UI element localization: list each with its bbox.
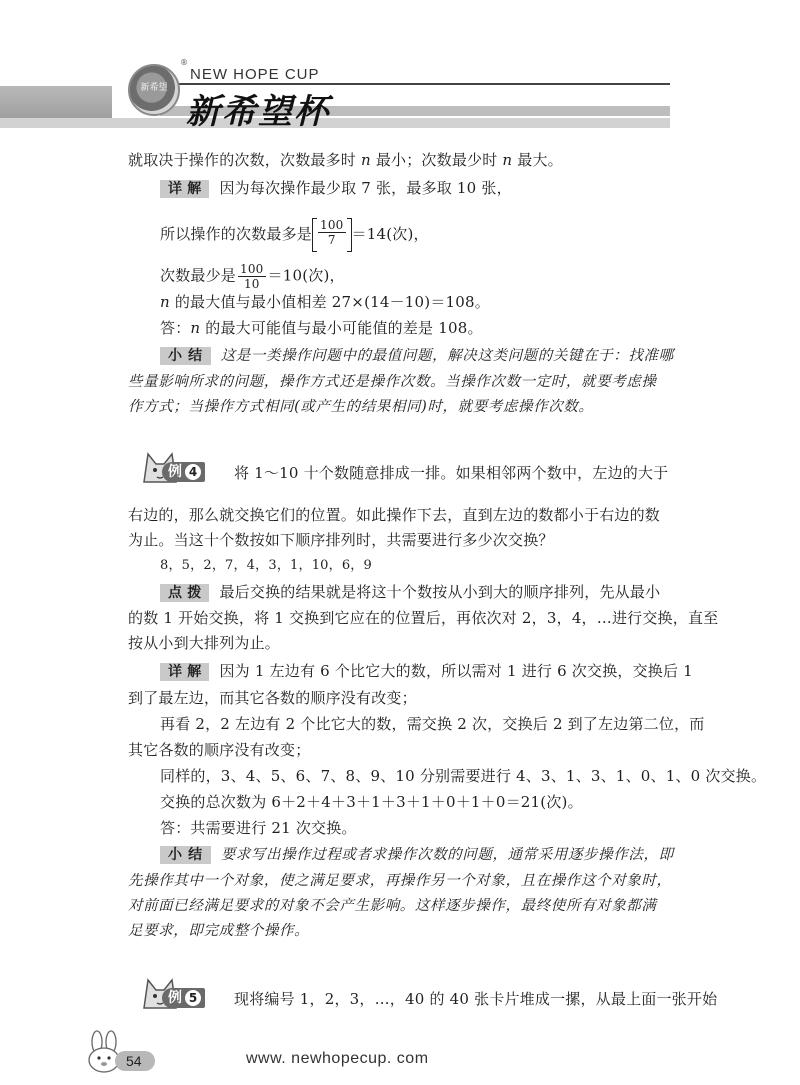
solution-line: 详 解 因为 1 左边有 6 个比它大的数，所以需对 1 进行 6 次交换，交换后 1 [160, 661, 693, 681]
answer-line: 答：n 的最大可能值与最小可能值的差是 108。 [160, 319, 483, 337]
hint-line: 按从小到大排列为止。 [128, 634, 281, 652]
number-sequence: 8，5，2，7，4，3，1，10，6，9 [160, 558, 372, 573]
brand-chinese: 新希望杯 [186, 92, 330, 132]
summary-line: 足要求，即完成整个操作。 [128, 923, 310, 939]
hint-line: 的数 1 开始交换，将 1 交换到它应在的位置后，再依次对 2，3，4，…进行交换，直至 [128, 609, 719, 627]
footer-url: www. newhopecup. com [246, 1050, 429, 1067]
answer-line: 答：共需要进行 21 次交换。 [160, 819, 357, 837]
example-line: 为止。当这十个数按如下顺序排列时，共需要进行多少次交换？ [128, 531, 554, 549]
floor-bracket [312, 218, 352, 252]
registered-mark: ® [180, 58, 188, 67]
solution-line: 交换的总次数为 6＋2＋4＋3＋1＋3＋1＋0＋1＋0＝21(次)。 [160, 793, 583, 811]
example-line: 右边的，那么就交换它们的位置。如此操作下去，直到左边的数都小于右边的数 [128, 506, 661, 524]
example-4-badge: 例 4 [162, 462, 205, 482]
difference-line: n 的最大值与最小值相差 27×(14－10)＝108。 [160, 293, 490, 311]
solution-line: 详 解 因为每次操作最少取 7 张，最多取 10 张， [160, 178, 512, 198]
fraction: $\frac{100}{10}$ [240, 262, 264, 291]
summary-tag: 小 结 [160, 347, 211, 365]
solution-line: 同样的，3、4、5、6、7、8、9、10 分别需要进行 4、3、1、3、1、0、1、0 次交换。 [160, 767, 767, 785]
solution-line: 其它各数的顺序没有改变； [128, 741, 311, 759]
example-line: 将 1～10 十个数随意排成一排。如果相邻两个数中，左边的大于 [234, 464, 669, 482]
text-line: 就取决于操作的次数，次数最多时 n 最小；次数最少时 n 最大。 [128, 151, 563, 169]
solution-line: 再看 2，2 左边有 2 个比它大的数，需交换 2 次，交换后 2 到了左边第二位，而 [160, 715, 705, 733]
summary-tag: 小 结 [160, 846, 211, 864]
summary-line: 小 结 要求写出操作过程或者求操作次数的问题，通常采用逐步操作法，即 [160, 845, 674, 865]
header-decor-bar [0, 86, 112, 122]
detail-tag: 详 解 [160, 180, 209, 198]
header-underline [0, 118, 670, 128]
page-number: 54 [126, 1053, 142, 1069]
detail-tag: 详 解 [160, 663, 209, 681]
logo-badge-text: 新希望 [140, 83, 168, 93]
hint-tag: 点 拨 [160, 584, 209, 602]
example-line: 现将编号 1，2，3，…，40 的 40 张卡片堆成一摞，从最上面一张开始 [234, 990, 718, 1008]
hint-line: 点 拨 最后交换的结果就是将这十个数按从小到大的顺序排列，先从最小 [160, 582, 660, 602]
min-count-line: 次数最少是 $\frac{100}{10}$ ＝10(次)， [160, 262, 345, 291]
summary-line: 小 结 这是一类操作问题中的最值问题，解决这类问题的关键在于：找准哪 [160, 346, 674, 366]
summary-line: 作方式；当操作方式相同(或产生的结果相同)时，就要考虑操作次数。 [128, 399, 594, 415]
summary-line: 些量影响所求的问题，操作方式还是操作次数。当操作次数一定时，就要考虑操 [128, 374, 657, 390]
fraction: $\frac{100}{7}$ [320, 218, 344, 247]
max-count-line: 所以操作的次数最多是 $\frac{100}{7}$ ＝14(次)， [160, 218, 429, 252]
brand-english: NEW HOPE CUP [190, 66, 320, 83]
solution-line: 到了最左边，而其它各数的顺序没有改变； [128, 689, 417, 707]
summary-line: 先操作其中一个对象，使之满足要求，再操作另一个对象，且在操作这个对象时， [128, 873, 672, 889]
example-5-badge: 例 5 [162, 988, 205, 1008]
summary-line: 对前面已经满足要求的对象不会产生影响。这样逐步操作，最终使所有对象都满 [128, 898, 657, 914]
